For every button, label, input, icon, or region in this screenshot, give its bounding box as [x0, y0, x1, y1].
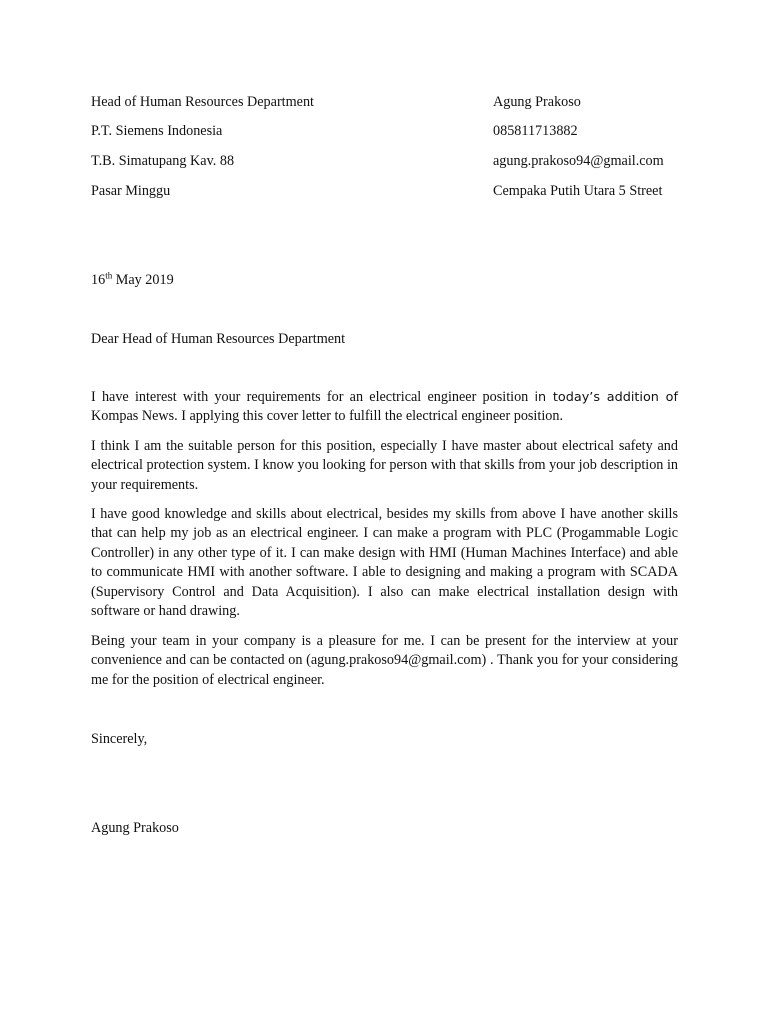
letter-date	[91, 271, 174, 289]
paragraph-1-part-b: in today’s addition of	[534, 390, 678, 405]
recipient-title: Head of Human Resources Department	[91, 94, 314, 110]
date-day: 16	[91, 272, 106, 288]
paragraph-2: I think I am the suitable person for this position, especially I have master about electrical safety and electrical protection system. I know you looking for person with that skills from your job description in your requirements.	[91, 438, 678, 493]
paragraph-1-part-c: Kompas News. I applying this cover letter to fulfill the electrical engineer position.	[91, 408, 563, 425]
paragraph-1	[91, 388, 678, 427]
sender-phone: 085811713882	[493, 123, 578, 139]
date-rest: May 2019	[112, 272, 174, 288]
date-suffix: th	[105, 270, 113, 281]
recipient-district: Pasar Minggu	[91, 183, 171, 199]
paragraph-1-part-a: I have interest with your requirements for an electrical engineer position	[91, 389, 535, 405]
sender-address: Cempaka Putih Utara 5 Street	[493, 183, 663, 199]
paragraph-4: Being your team in your company is a pleasure for me. I can be present for the interview at your convenience and can be contacted on (agung.prakoso94@gmail.com) . Thank you for your considering me for the position of electrical engineer.	[91, 633, 678, 688]
salutation: Dear Head of Human Resources Department	[91, 331, 346, 347]
recipient-company: P.T. Siemens Indonesia	[91, 123, 223, 139]
sender-name: Agung Prakoso	[493, 94, 581, 110]
signature-name: Agung Prakoso	[91, 820, 179, 836]
closing: Sincerely,	[91, 731, 148, 747]
paragraph-3: I have good knowledge and skills about electrical, besides my skills from above I have another skills that can help my job as an electrical engineer. I can make a program with PLC (Progammable Logic Controller) in any other type of it. I can make design with HMI (Human Machines Interface) and able to communicate HMI with another software. I able to designing and making a program with SCADA (Supervisory Control and Data Acquisition). I also can make electrical installation design with software or hand drawing.	[91, 506, 678, 620]
sender-email: agung.prakoso94@gmail.com	[493, 153, 664, 169]
recipient-street: T.B. Simatupang Kav. 88	[91, 153, 235, 169]
